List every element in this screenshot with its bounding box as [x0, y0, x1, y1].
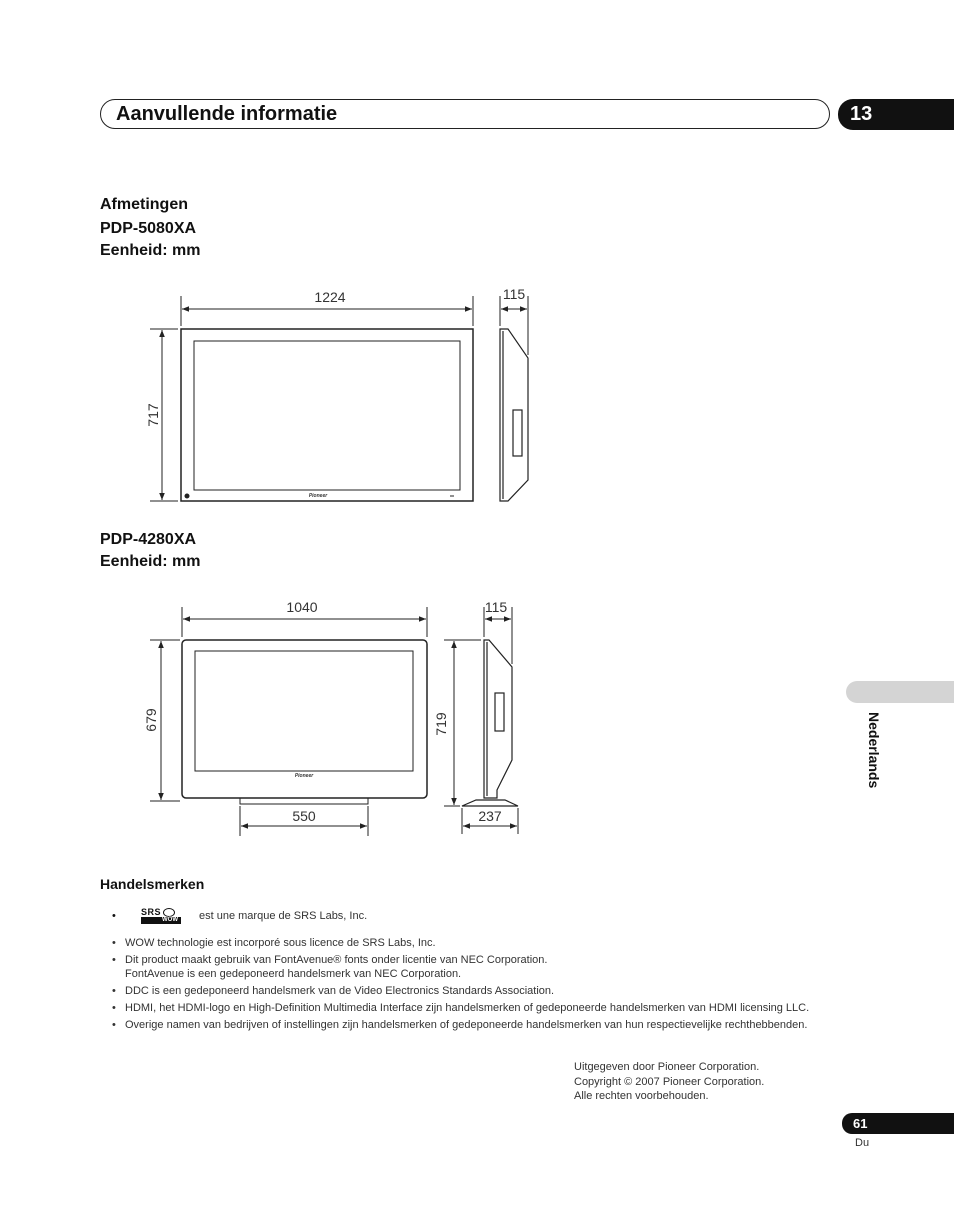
model-2-unit: Eenheid: mm: [100, 553, 201, 570]
model-1-name: PDP-5080XA: [100, 220, 197, 237]
rights-line: Alle rechten voorbehouden.: [574, 1090, 709, 1102]
model-2-brand-logo: Pioneer: [294, 773, 314, 779]
model-2-stand-depth-label: 237: [478, 808, 502, 824]
model-2-width-label: 1040: [286, 599, 318, 615]
model-2-depth-label: 115: [484, 599, 508, 615]
trademarks-heading: Handelsmerken: [100, 876, 205, 892]
model-2-name: PDP-4280XA: [100, 531, 197, 548]
list-item: • HDMI, het HDMI-logo en High-Definition Multimedia Interface zijn handelsmerken of gedeponeerde handelsmerken van HDMI licensing LLC.: [112, 1001, 812, 1015]
model-1-front-view: [181, 329, 473, 501]
model-1-height-label: 717: [145, 403, 161, 427]
publisher-info: [574, 1060, 764, 1104]
publisher-line: Uitgegeven door Pioneer Corporation.: [574, 1061, 760, 1073]
model-1-width-label: 1224: [314, 289, 346, 305]
trademark-list: [112, 936, 812, 1035]
model-2-total-height-dimension: [444, 640, 481, 806]
list-item: • Dit product maakt gebruik van FontAvenue® fonts onder licentie van NEC Corporation.: [112, 953, 812, 967]
list-item: • DDC is een gedeponeerd handelsmerk van de Video Electronics Standards Association.: [112, 984, 812, 998]
page-language-code: Du: [855, 1137, 870, 1149]
srs-wow-logo: SRS WOW: [141, 907, 181, 927]
list-item: • WOW technologie est incorporé sous licence de SRS Labs, Inc.: [112, 936, 812, 950]
model-2-total-height-label: 719: [433, 712, 449, 736]
model-1-unit: Eenheid: mm: [100, 242, 201, 259]
srs-bullet: •: [112, 910, 116, 922]
language-tab: [846, 681, 954, 703]
model-1-depth-dimension: [500, 296, 528, 355]
list-item: • Overige namen van bedrijven of instellingen zijn handelsmerken of gedeponeerde handelsmerken van hun respectievelijke rechthebbenden.: [112, 1018, 812, 1032]
language-label: Nederlands: [866, 712, 882, 789]
model-2-side-view: [462, 640, 518, 806]
chapter-title: Aanvullende informatie: [116, 103, 338, 125]
model-2-height-label: 679: [143, 708, 159, 732]
model-2-depth-dimension: [484, 607, 512, 664]
list-item: FontAvenue is een gedeponeerd handelsmerk van NEC Corporation.: [125, 968, 462, 980]
model-1-depth-label: 115: [502, 286, 526, 302]
model-2-stand-width-label: 550: [292, 808, 316, 824]
section-title: Afmetingen: [100, 196, 188, 213]
page-number: 61: [853, 1116, 868, 1131]
chapter-number: 13: [850, 103, 873, 125]
model-1-brand-logo: Pioneer: [308, 493, 328, 499]
srs-trademark-text: est une marque de SRS Labs, Inc.: [199, 910, 368, 922]
copyright-line: Copyright © 2007 Pioneer Corporation.: [574, 1075, 765, 1088]
model-2-front-view: [182, 640, 427, 804]
model-1-side-view: [500, 329, 528, 501]
